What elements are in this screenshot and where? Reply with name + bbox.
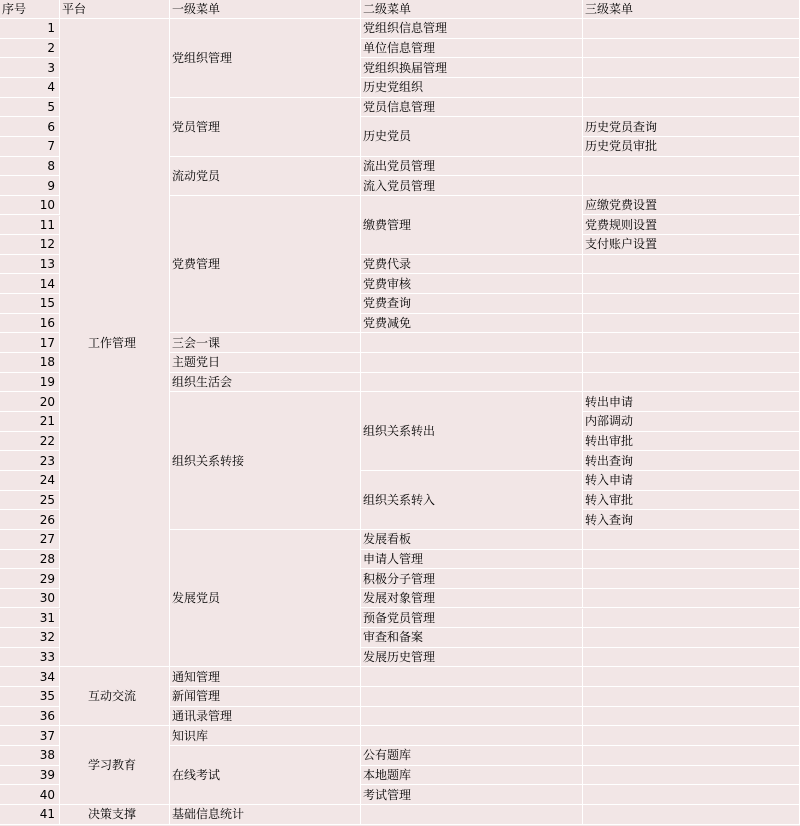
level1-menu-cell: 新闻管理 [170, 687, 361, 707]
level1-menu-cell: 流动党员 [170, 157, 361, 196]
level3-menu-cell [583, 255, 800, 275]
level1-menu-cell: 党员管理 [170, 98, 361, 157]
level3-menu-cell: 转出审批 [583, 432, 800, 452]
level3-menu-cell: 转出查询 [583, 451, 800, 471]
row-number-cell: 33 [0, 648, 60, 668]
row-number-cell: 28 [0, 550, 60, 570]
level3-menu-cell [583, 157, 800, 177]
header-index: 序号 [0, 0, 60, 19]
row-number-cell: 30 [0, 589, 60, 609]
level2-menu-cell: 缴费管理 [361, 196, 583, 255]
row-number-cell: 36 [0, 707, 60, 727]
level1-menu-cell: 主题党日 [170, 353, 361, 373]
level3-menu-cell [583, 274, 800, 294]
row-number-cell: 34 [0, 667, 60, 687]
row-number-cell: 11 [0, 216, 60, 236]
level1-menu-cell: 组织生活会 [170, 373, 361, 393]
level3-menu-cell [583, 785, 800, 805]
level2-menu-cell: 单位信息管理 [361, 39, 583, 59]
row-number-cell: 8 [0, 157, 60, 177]
row-number-cell: 3 [0, 58, 60, 78]
row-number-cell: 9 [0, 176, 60, 196]
row-number-cell: 10 [0, 196, 60, 216]
row-number-cell: 15 [0, 294, 60, 314]
level3-menu-cell [583, 648, 800, 668]
row-number-cell: 2 [0, 39, 60, 59]
level2-menu-cell: 预备党员管理 [361, 609, 583, 629]
level2-menu-cell [361, 333, 583, 353]
level2-menu-cell [361, 373, 583, 393]
level3-menu-cell: 应缴党费设置 [583, 196, 800, 216]
row-number-cell: 29 [0, 569, 60, 589]
level1-menu-cell: 知识库 [170, 726, 361, 746]
header-level1-menu: 一级菜单 [170, 0, 361, 19]
level2-menu-cell: 组织关系转入 [361, 471, 583, 530]
row-number-cell: 13 [0, 255, 60, 275]
level3-menu-cell [583, 176, 800, 196]
level3-menu-cell [583, 667, 800, 687]
level3-menu-cell [583, 39, 800, 59]
level2-menu-cell: 党费减免 [361, 314, 583, 334]
level3-menu-cell [583, 530, 800, 550]
level2-menu-cell [361, 707, 583, 727]
level2-menu-cell [361, 353, 583, 373]
level3-menu-cell [583, 609, 800, 629]
level3-menu-cell: 历史党员查询 [583, 117, 800, 137]
level3-menu-cell [583, 550, 800, 570]
row-number-cell: 40 [0, 785, 60, 805]
level3-menu-cell [583, 628, 800, 648]
level3-menu-cell [583, 746, 800, 766]
level3-menu-cell [583, 805, 800, 825]
level2-menu-cell: 党费查询 [361, 294, 583, 314]
level2-menu-cell: 历史党组织 [361, 78, 583, 98]
row-number-cell: 18 [0, 353, 60, 373]
row-number-cell: 4 [0, 78, 60, 98]
level3-menu-cell [583, 589, 800, 609]
row-number-cell: 27 [0, 530, 60, 550]
level2-menu-cell: 申请人管理 [361, 550, 583, 570]
header-level2-menu: 二级菜单 [361, 0, 583, 19]
row-number-cell: 19 [0, 373, 60, 393]
row-number-cell: 41 [0, 805, 60, 825]
row-number-cell: 37 [0, 726, 60, 746]
level2-menu-cell: 历史党员 [361, 117, 583, 156]
level3-menu-cell [583, 766, 800, 786]
level1-menu-cell: 通讯录管理 [170, 707, 361, 727]
row-number-cell: 7 [0, 137, 60, 157]
level2-menu-cell [361, 667, 583, 687]
row-number-cell: 24 [0, 471, 60, 491]
level3-menu-cell [583, 19, 800, 39]
level3-menu-cell [583, 294, 800, 314]
level3-menu-cell: 转出申请 [583, 392, 800, 412]
level3-menu-cell [583, 569, 800, 589]
level2-menu-cell: 党组织信息管理 [361, 19, 583, 39]
row-number-cell: 16 [0, 314, 60, 334]
level3-menu-cell [583, 687, 800, 707]
level1-menu-cell: 发展党员 [170, 530, 361, 668]
row-number-cell: 31 [0, 609, 60, 629]
level3-menu-cell: 转入查询 [583, 510, 800, 530]
level3-menu-cell [583, 333, 800, 353]
level2-menu-cell [361, 805, 583, 825]
row-number-cell: 32 [0, 628, 60, 648]
row-number-cell: 22 [0, 432, 60, 452]
level3-menu-cell: 内部调动 [583, 412, 800, 432]
level3-menu-cell: 转入申请 [583, 471, 800, 491]
level3-menu-cell: 党费规则设置 [583, 216, 800, 236]
level3-menu-cell [583, 58, 800, 78]
level2-menu-cell: 党员信息管理 [361, 98, 583, 118]
row-number-cell: 14 [0, 274, 60, 294]
row-number-cell: 6 [0, 117, 60, 137]
platform-cell: 决策支撑 [60, 805, 170, 825]
row-number-cell: 39 [0, 766, 60, 786]
level3-menu-cell [583, 726, 800, 746]
level2-menu-cell: 流入党员管理 [361, 176, 583, 196]
level3-menu-cell [583, 707, 800, 727]
level3-menu-cell: 支付账户设置 [583, 235, 800, 255]
level1-menu-cell: 组织关系转接 [170, 392, 361, 530]
level1-menu-cell: 通知管理 [170, 667, 361, 687]
level2-menu-cell: 党费审核 [361, 274, 583, 294]
row-number-cell: 20 [0, 392, 60, 412]
row-number-cell: 35 [0, 687, 60, 707]
level3-menu-cell [583, 373, 800, 393]
header-platform: 平台 [60, 0, 170, 19]
row-number-cell: 38 [0, 746, 60, 766]
level2-menu-cell: 发展历史管理 [361, 648, 583, 668]
row-number-cell: 17 [0, 333, 60, 353]
row-number-cell: 1 [0, 19, 60, 39]
level3-menu-cell [583, 98, 800, 118]
level3-menu-cell [583, 78, 800, 98]
level3-menu-cell [583, 314, 800, 334]
level2-menu-cell: 党组织换届管理 [361, 58, 583, 78]
level2-menu-cell: 考试管理 [361, 785, 583, 805]
row-number-cell: 25 [0, 491, 60, 511]
level1-menu-cell: 党组织管理 [170, 19, 361, 98]
level2-menu-cell: 本地题库 [361, 766, 583, 786]
level2-menu-cell: 积极分子管理 [361, 569, 583, 589]
platform-cell: 互动交流 [60, 667, 170, 726]
level2-menu-cell: 组织关系转出 [361, 392, 583, 471]
level2-menu-cell [361, 726, 583, 746]
level2-menu-cell: 审查和备案 [361, 628, 583, 648]
level1-menu-cell: 在线考试 [170, 746, 361, 805]
level2-menu-cell: 发展对象管理 [361, 589, 583, 609]
level3-menu-cell: 历史党员审批 [583, 137, 800, 157]
platform-cell: 学习教育 [60, 726, 170, 805]
level3-menu-cell: 转入审批 [583, 491, 800, 511]
platform-cell: 工作管理 [60, 19, 170, 667]
level2-menu-cell: 公有题库 [361, 746, 583, 766]
header-level3-menu: 三级菜单 [583, 0, 800, 19]
row-number-cell: 23 [0, 451, 60, 471]
level2-menu-cell: 党费代录 [361, 255, 583, 275]
row-number-cell: 5 [0, 98, 60, 118]
level1-menu-cell: 基础信息统计 [170, 805, 361, 825]
level3-menu-cell [583, 353, 800, 373]
row-number-cell: 12 [0, 235, 60, 255]
row-number-cell: 26 [0, 510, 60, 530]
level2-menu-cell: 发展看板 [361, 530, 583, 550]
level1-menu-cell: 三会一课 [170, 333, 361, 353]
level2-menu-cell [361, 687, 583, 707]
level2-menu-cell: 流出党员管理 [361, 157, 583, 177]
level1-menu-cell: 党费管理 [170, 196, 361, 334]
row-number-cell: 21 [0, 412, 60, 432]
